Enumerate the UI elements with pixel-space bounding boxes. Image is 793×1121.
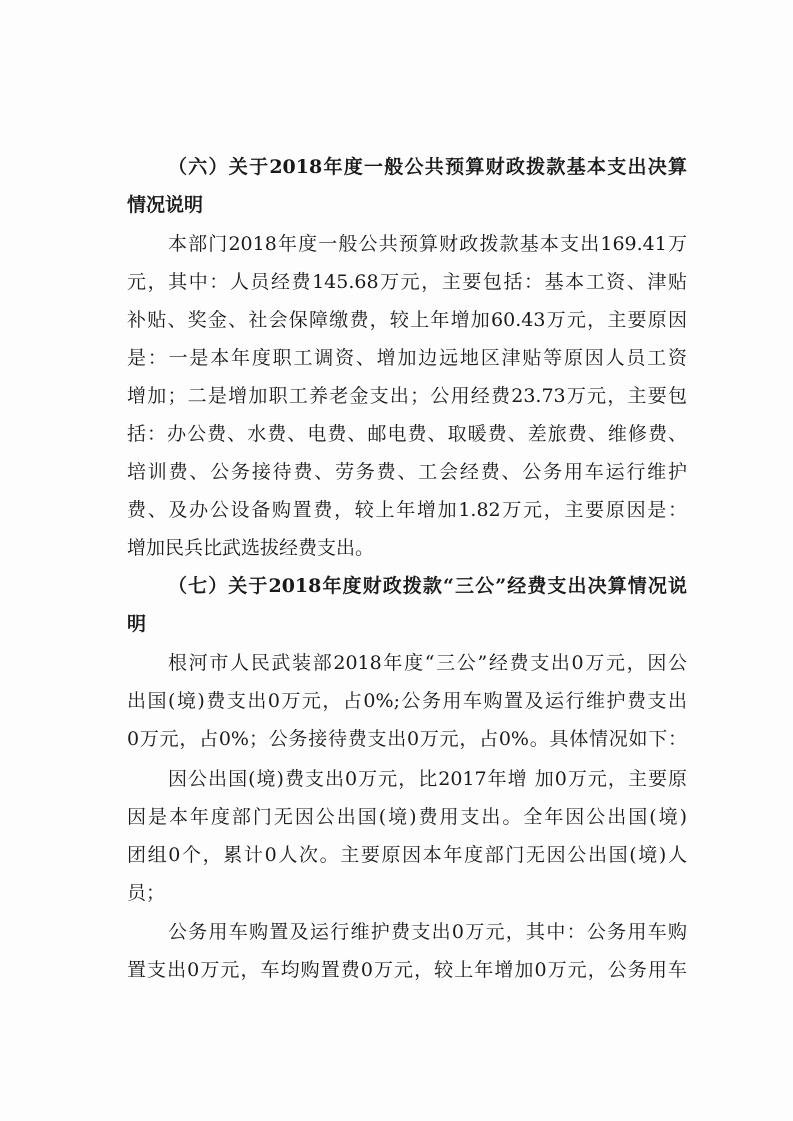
section6-heading-line-1: （六）关于2018年度一般公共预算财政拨款基本支出决算 [168,156,687,178]
section7-para1-line-2: 出国(境)费支出0万元，占0%;公务用车购置及运行维护费支出 [127,690,687,712]
section7-para2-line-4: 员； [127,882,166,904]
section7-para1-line-1: 根河市人民武装部2018年度“三公”经费支出0万元，因公 [168,652,687,674]
section7-para2-line-1: 因公出国(境)费支出0万元，比2017年增 加0万元，主要原 [168,768,687,790]
section6-heading-line-2: 情况说明 [127,194,204,216]
section6-body-line-1: 本部门2018年度一般公共预算财政拨款基本支出169.41万 [168,233,687,255]
section7-para2-line-3: 团组0个，累计0人次。主要原因本年度部门无因公出国(境)人 [127,844,687,866]
section6-body-line-6: 括：办公费、水费、电费、邮电费、取暖费、差旅费、维修费、 [127,423,687,445]
section7-heading-line-2: 明 [127,613,147,635]
section7-heading-line-1: （七）关于2018年度财政拨款“三公”经费支出决算情况说 [168,575,687,597]
section7-para3-line-1: 公务用车购置及运行维护费支出0万元，其中：公务用车购 [168,921,687,943]
section6-body-line-3: 补贴、奖金、社会保障缴费，较上年增加60.43万元，主要原因 [127,309,687,331]
section7-para3-line-2: 置支出0万元，车均购置费0万元，较上年增加0万元，公务用车 [127,959,687,981]
section6-body-line-2: 元，其中：人员经费145.68万元，主要包括：基本工资、津贴 [127,271,687,293]
section6-body-line-9: 增加民兵比武选拔经费支出。 [127,537,375,559]
section7-para2-line-2: 因是本年度部门无因公出国(境)费用支出。全年因公出国(境) [127,806,687,828]
section6-body-line-5: 增加；二是增加职工养老金支出；公用经费23.73万元，主要包 [127,385,687,407]
section6-body-line-7: 培训费、公务接待费、劳务费、工会经费、公务用车运行维护 [127,461,687,483]
section6-body-line-8: 费、及办公设备购置费，较上年增加1.82万元，主要原因是： [127,499,687,521]
section7-para1-line-3: 0万元，占0%；公务接待费支出0万元，占0%。具体情况如下： [127,728,687,750]
section6-body-line-4: 是：一是本年度职工调资、增加边远地区津贴等原因人员工资 [127,347,687,369]
